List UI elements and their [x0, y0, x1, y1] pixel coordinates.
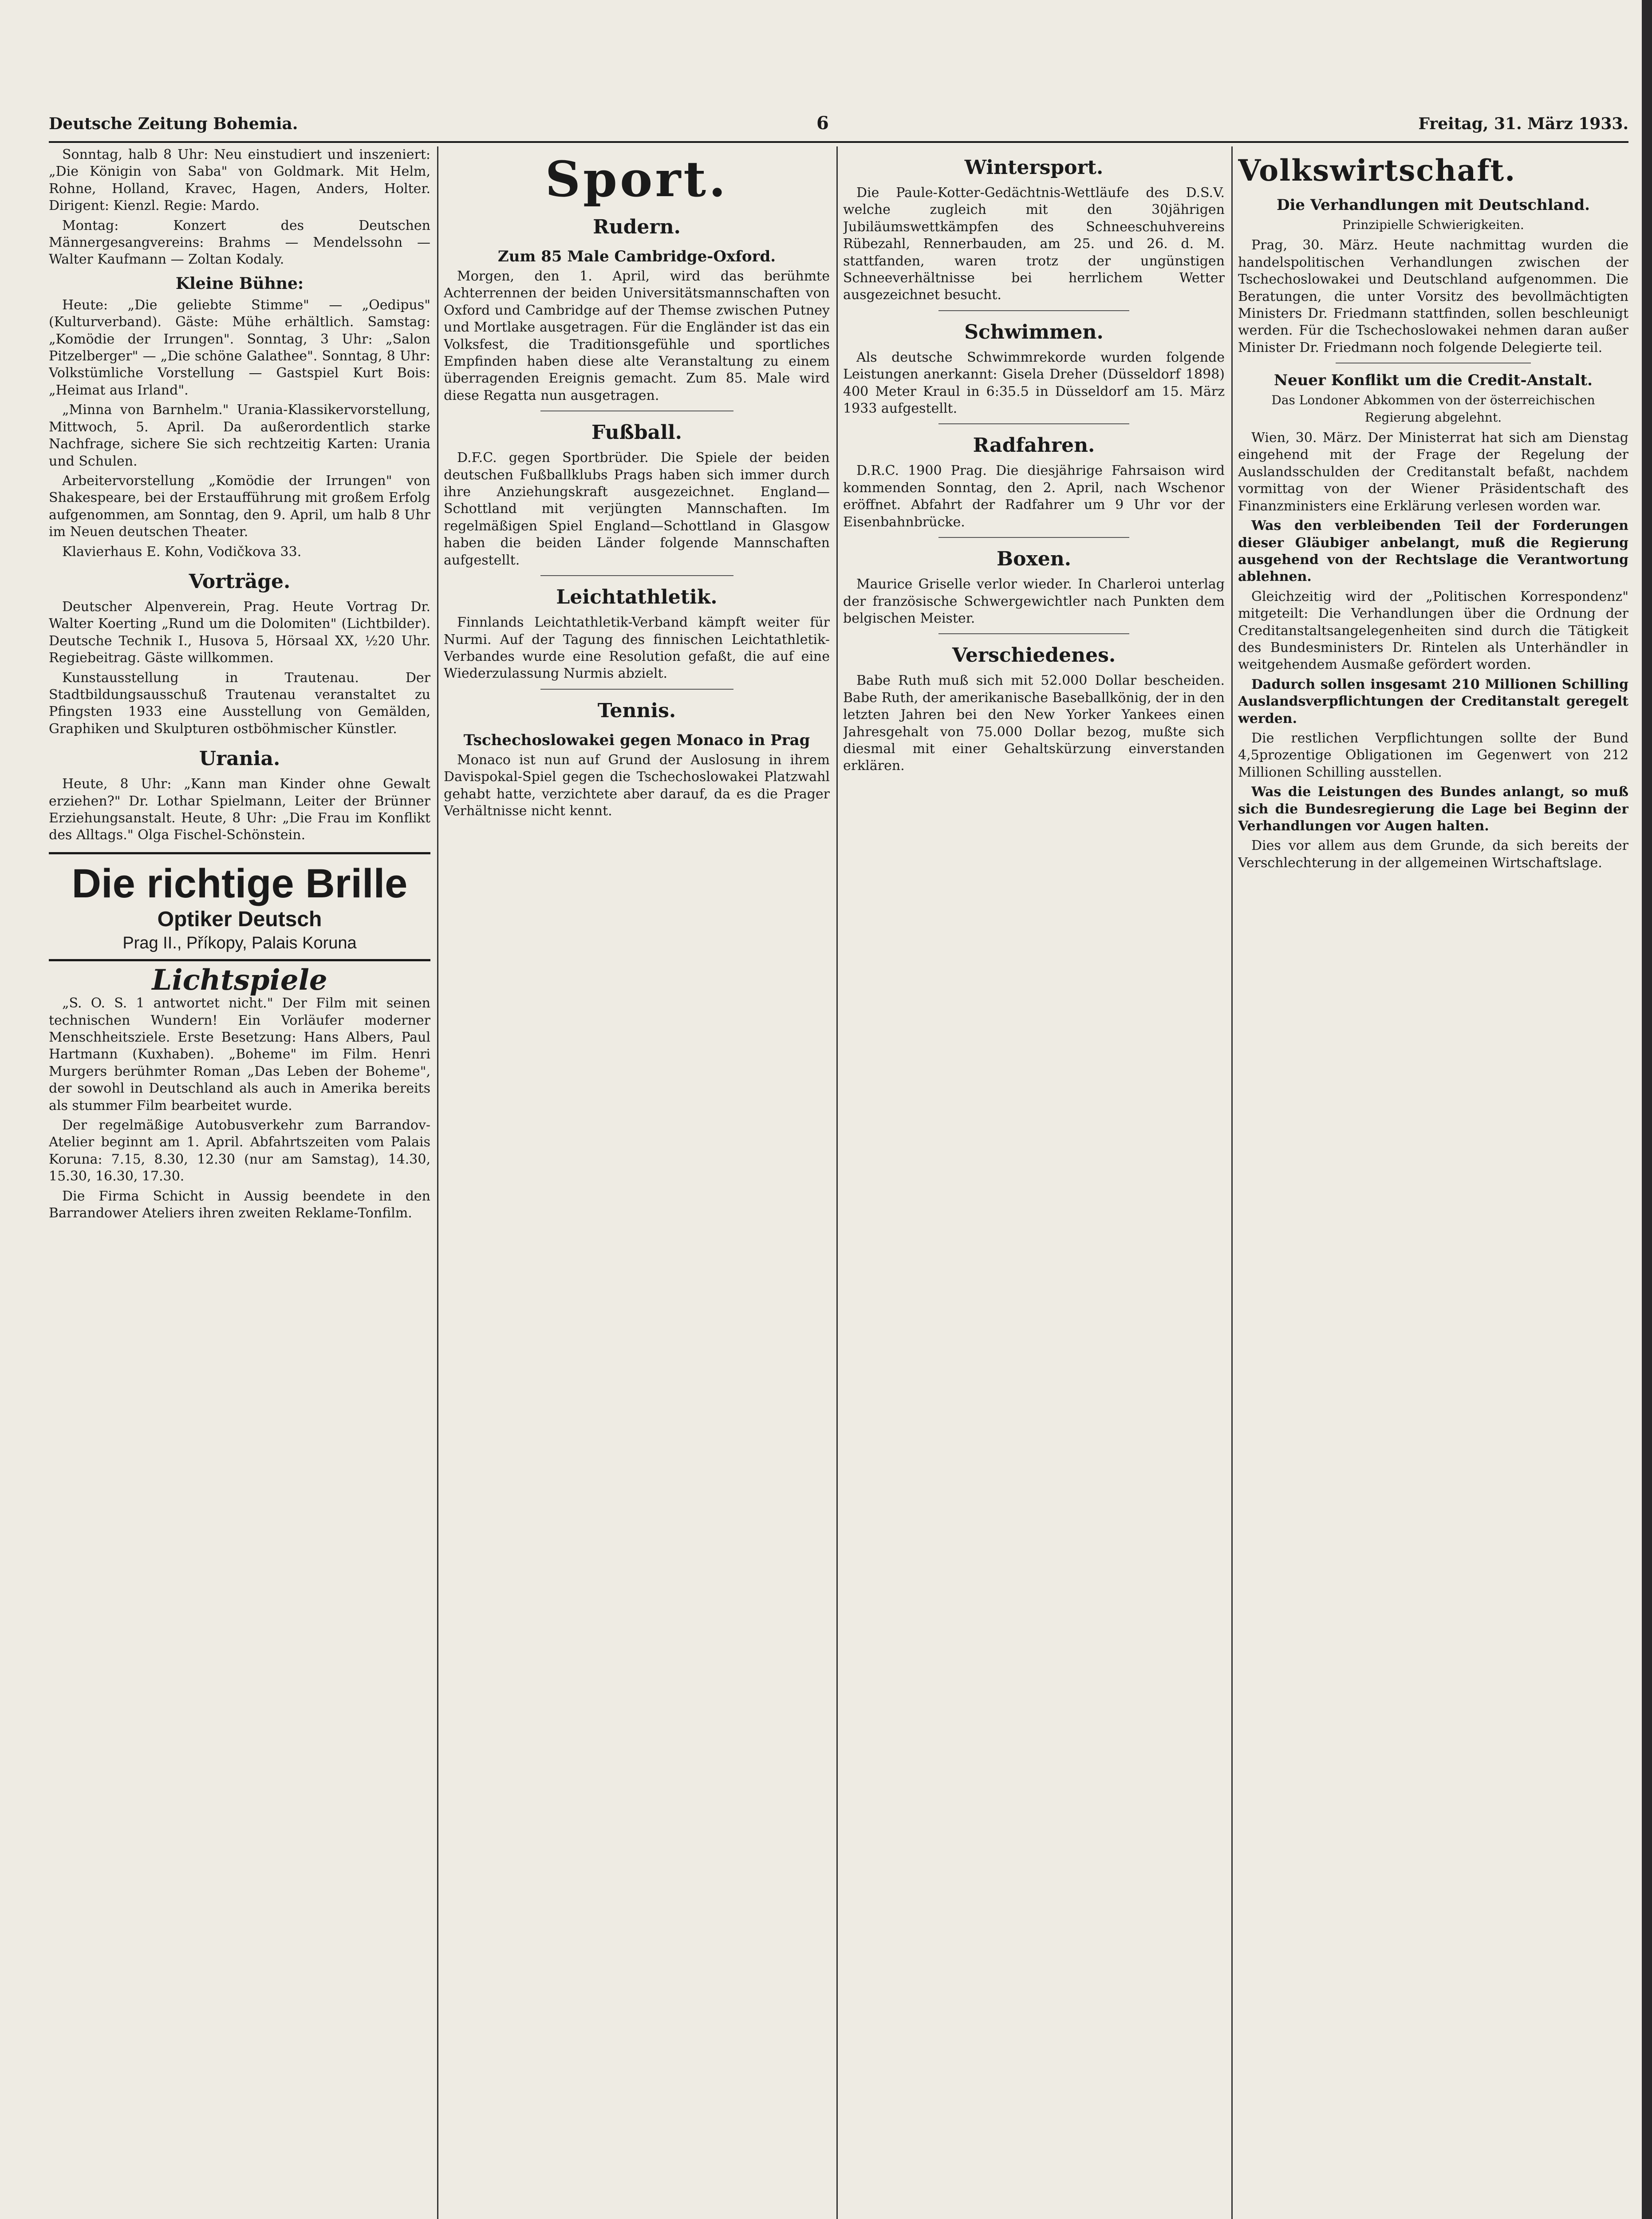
divider — [938, 310, 1129, 311]
tennis-text: Monaco ist nun auf Grund der Auslosung in ihrem Davispokal-Spiel gegen die Tschechoslowakei Platzwahl gehabt hatte, verzichtete aber darauf, da es die Prager Verhältnisse nicht kennt. — [444, 752, 830, 819]
article-verhandlungen-subheading: Prinzipielle Schwierigkeiten. — [1342, 217, 1524, 232]
boxen-text: Maurice Griselle verlor wieder. In Charleroi unterlag der französische Schwergewichtler nach Punkten dem belgischen Meister. — [843, 576, 1225, 626]
volkswirtschaft-heading: Volkswirtschaft. — [1238, 153, 1516, 188]
article-creditanstalt-end: Dies vor allem aus dem Grunde, da sich bereits der Verschlechterung in der allgemeinen Wirtschaftslage. — [1238, 838, 1628, 871]
boxen-heading: Boxen. — [996, 548, 1072, 571]
divider — [938, 537, 1129, 538]
lichtspiele-text: „S. O. S. 1 antwortet nicht." Der Film mit seinen technischen Wundern! Ein Vorläufer moderner Menschheitsziele. Erste Besetzung: Hans Albers, Paul Hartmann (Kuxhaben). „Boheme" im Film. Henri Murgers berühmter Roman „Das Leben der Boheme", der sowohl in Deutschland als auch in Amerika bereits als stummer Film bearbeitet wurde. — [49, 995, 430, 1113]
column-4 — [1238, 146, 1628, 2219]
verschiedenes-text: Babe Ruth muß sich mit 52.000 Dollar bescheiden. Babe Ruth, der amerikanische Baseballkönig, der in den letzten Jahren bei den New Yorker Yankees einen Jahresgehalt von 75.000 Dollar bezog, mußte sich diesmal mit einer Gehaltskürzung einverstanden erklären. — [843, 673, 1225, 774]
wintersport-text: Die Paule-Kotter-Gedächtnis-Wettläufe des D.S.V. welche zugleich mit den 30jährigen Jubiläumswettkämpfen des Schneeschuhvereins Rübezahl, Rennerbauden, am 25. und 26. d. M. stattfanden, waren trotz der ungünstigen Schneeverhältnisse bei herrlichem Wetter ausgezeichnet besucht. — [843, 185, 1225, 303]
column-1 — [49, 146, 430, 2219]
rudern-heading: Rudern. — [593, 216, 681, 238]
radfahren-heading: Radfahren. — [973, 434, 1095, 457]
tennis-heading: Tennis. — [597, 699, 676, 722]
issue-date: Freitag, 31. März 1933. — [1418, 115, 1628, 133]
article-creditanstalt-text-3: Die restlichen Verpflichtungen sollte der Bund 4,5prozentige Obligationen im Gegenwert von 212 Millionen Schilling ausstellen. — [1238, 730, 1628, 780]
sport-heading: Sport. — [545, 150, 729, 208]
ad-company: Optiker Deutsch — [157, 907, 322, 931]
vortraege-text: Deutscher Alpenverein, Prag. Heute Vortrag Dr. Walter Koerting „Rund um die Dolomiten" (Lichtbilder). Deutsche Technik I., Husova 5, Hörsaal XX, ½20 Uhr. Regiebeitrag. Gäste willkommen. — [49, 599, 430, 666]
newspaper-name: Deutsche Zeitung Bohemia. — [49, 115, 298, 133]
column-rule — [437, 146, 438, 2219]
arbeiter-notice: Arbeitervorstellung „Komödie der Irrungen" von Shakespeare, bei der Erstaufführung mit großem Erfolg aufgenommen, am Sonntag, den 9. April, um halb 8 Uhr im Neuen deutschen Theater. — [49, 473, 430, 540]
radfahren-text: D.R.C. 1900 Prag. Die diesjährige Fahrsaison wird kommenden Sonntag, den 2. April, nach Wschenor eröffnet. Abfahrt der Radfahrer um 9 Uhr vor der Eisenbahnbrücke. — [843, 463, 1225, 530]
divider — [938, 423, 1129, 424]
konzert-notice: Montag: Konzert des Deutschen Männergesangvereins: Brahms — Mendelssohn — Walter Kaufmann — Zoltan Kodaly. — [49, 217, 430, 268]
article-creditanstalt-text: Wien, 30. März. Der Ministerrat hat sich am Dienstag eingehend mit der Frage der Regelung der Auslandsschulden der Creditanstalt befaßt, nachdem vormittag von der Wiener Präsidentschaft des Finanzministers eine Erklärung verlesen worden war. — [1238, 430, 1628, 514]
minna-notice: „Minna von Barnhelm." Urania-Klassikervorstellung, Mittwoch, 5. April. Da außerordentlich starke Nachfrage, sichere Sie sich rechtzeitig Karten: Urania und Schulen. — [49, 402, 430, 469]
schwimmen-heading: Schwimmen. — [964, 320, 1104, 344]
rudern-text: Morgen, den 1. April, wird das berühmte Achterrennen der beiden Universitätsmannschaften von Oxford und Cambridge auf der Themse zwischen Putney und Mortlake ausgetragen. Für die Engländer ist das ein Volksfest, die Traditionsgefühle und sportliches Empfinden haben diese alte Veranstaltung zu einem überragenden Ereignis gemacht. Zum 85. Male wird diese Regatta nun ausgetragen. — [444, 268, 830, 403]
divider — [540, 689, 733, 690]
article-verhandlungen-text: Prag, 30. März. Heute nachmittag wurden die handelspolitischen Verhandlungen zwischen der Tschechoslowakei und Deutschland aufgenommen. Die Beratungen, die unter Vorsitz des bevollmächtigten Ministers Dr. Friedmann stattfinden, sollen beschleunigt werden. Für die Tschechoslowakei nehmen daran außer Minister Dr. Friedmann noch folgende Delegierte teil. — [1238, 237, 1628, 355]
divider — [938, 633, 1129, 634]
article-creditanstalt-text-2: Gleichzeitig wird der „Politischen Korrespondenz" mitgeteilt: Die Verhandlungen über die Ordnung der Creditanstaltsangelegenheiten sind durch die Tätigkeit des Bundesministers Dr. Rintelen als Unterhändler in weitgehendem Ausmaße gefördert worden. — [1238, 588, 1628, 673]
urania-text: Heute, 8 Uhr: „Kann man Kinder ohne Gewalt erziehen?" Dr. Lothar Spielmann, Leiter der Brünner Erziehungsanstalt. Heute, 8 Uhr: „Die Frau im Konflikt des Alltags." Olga Fischel-Schönstein. — [49, 776, 430, 843]
header-rule — [49, 141, 1628, 143]
article-creditanstalt-bold-3: Was die Leistungen des Bundes anlangt, so muß sich die Bundesregierung die Lage bei Beginn der Verhandlungen vor Augen halten. — [1238, 784, 1628, 834]
leichtathletik-text: Finnlands Leichtathletik-Verband kämpft weiter für Nurmi. Auf der Tagung des finnischen Leichtathletik-Verbandes wurde eine Resolution gefaßt, die auf eine Wiederzulassung Nurmis abzielt. — [444, 615, 830, 682]
rudern-subheading: Zum 85 Male Cambridge-Oxford. — [497, 248, 776, 265]
article-verhandlungen-heading: Die Verhandlungen mit Deutschland. — [1276, 196, 1590, 214]
tennis-subheading: Tschechoslowakei gegen Monaco in Prag — [463, 731, 810, 749]
article-creditanstalt-heading: Neuer Konflikt um die Credit-Anstalt. — [1274, 371, 1593, 390]
divider — [540, 575, 733, 576]
wintersport-heading: Wintersport. — [964, 156, 1104, 179]
page-header — [49, 115, 1628, 141]
page-number: 6 — [816, 113, 829, 134]
article-creditanstalt-subheading: Das Londoner Abkommen von der österreichischen Regierung abgelehnt. — [1271, 393, 1595, 425]
article-creditanstalt-bold-2: Dadurch sollen insgesamt 210 Millionen Schilling Auslandsverpflichtungen der Creditanstalt geregelt werden. — [1238, 676, 1628, 727]
verschiedenes-heading: Verschiedenes. — [952, 644, 1116, 667]
article-creditanstalt-bold: Was den verbleibenden Teil der Forderungen dieser Gläubiger anbelangt, muß die Regierung ausgehend von der Rechtslage die Verantwortung ablehnen. — [1238, 518, 1628, 585]
leichtathletik-heading: Leichtathletik. — [556, 586, 718, 609]
ad-address: Prag II., Příkopy, Palais Koruna — [122, 933, 357, 952]
kleine-buehne-text: Heute: „Die geliebte Stimme" — „Oedipus" (Kulturverband). Gäste: Mühe erhältlich. Samstag: „Komödie der Irrungen". Sonntag, 3 Uhr: „Salon Pitzelberger" — „Die schöne Galathee". Sonntag, 8 Uhr: Volkstümliche Vorstellung — Gastspiel Kurt Bois: „Heimat aus Irland". — [49, 297, 430, 398]
autobus-notice: Der regelmäßige Autobusverkehr zum Barrandov-Atelier beginnt am 1. April. Abfahrtszeiten vom Palais Koruna: 7.15, 8.30, 12.30 (nur am Samstag), 14.30, 15.30, 16.30, 17.30. — [49, 1117, 430, 1185]
column-3 — [843, 146, 1225, 2219]
klavierhaus-notice: Klavierhaus E. Kohn, Vodičkova 33. — [62, 544, 302, 560]
vortraege-heading: Vorträge. — [189, 570, 291, 593]
schicht-notice: Die Firma Schicht in Aussig beendete in den Barrandower Ateliers ihren zweiten Reklame-Tonfilm. — [49, 1188, 430, 1221]
column-rule — [1231, 146, 1233, 2219]
optiker-advertisement — [49, 852, 430, 961]
urania-heading: Urania. — [199, 747, 280, 770]
lichtspiele-heading: Lichtspiele — [152, 963, 327, 997]
kunstausstellung-text: Kunstausstellung in Trautenau. Der Stadtbildungsausschuß Trautenau veranstaltet zu Pfingsten 1933 eine Ausstellung von Gemälden, Graphiken und Skulpturen ostböhmischer Künstler. — [49, 670, 430, 737]
kleine-buehne-heading: Kleine Bühne: — [175, 274, 304, 293]
column-rule — [836, 146, 838, 2219]
fussball-heading: Fußball. — [591, 421, 682, 444]
column-2 — [444, 146, 830, 2219]
schwimmen-text: Als deutsche Schwimmrekorde wurden folgende Leistungen anerkannt: Gisela Dreher (Düsseldorf 1898) 400 Meter Kraul in 6:35.5 in Düsseldorf am 15. März 1933 aufgestellt. — [843, 349, 1225, 417]
theater-program: Sonntag, halb 8 Uhr: Neu einstudiert und inszeniert: „Die Königin von Saba" von Goldmark. Mit Helm, Rohne, Holland, Kravec, Hagen, Anders, Holter. Dirigent: Kienzl. Regie: Mardo. — [49, 147, 430, 214]
scan-edge — [1642, 0, 1652, 2219]
ad-title: Die richtige Brille — [71, 861, 408, 906]
fussball-text: D.F.C. gegen Sportbrüder. Die Spiele der beiden deutschen Fußballklubs Prags haben sich immer durch ihre Anziehungskraft ausgezeichnet. England—Schottland mit verjüngten Mannschaften. Im regelmäßigen Spiel England—Schottland in Glasgow haben die beiden Länder folgende Mannschaften aufgestellt. — [444, 450, 830, 568]
